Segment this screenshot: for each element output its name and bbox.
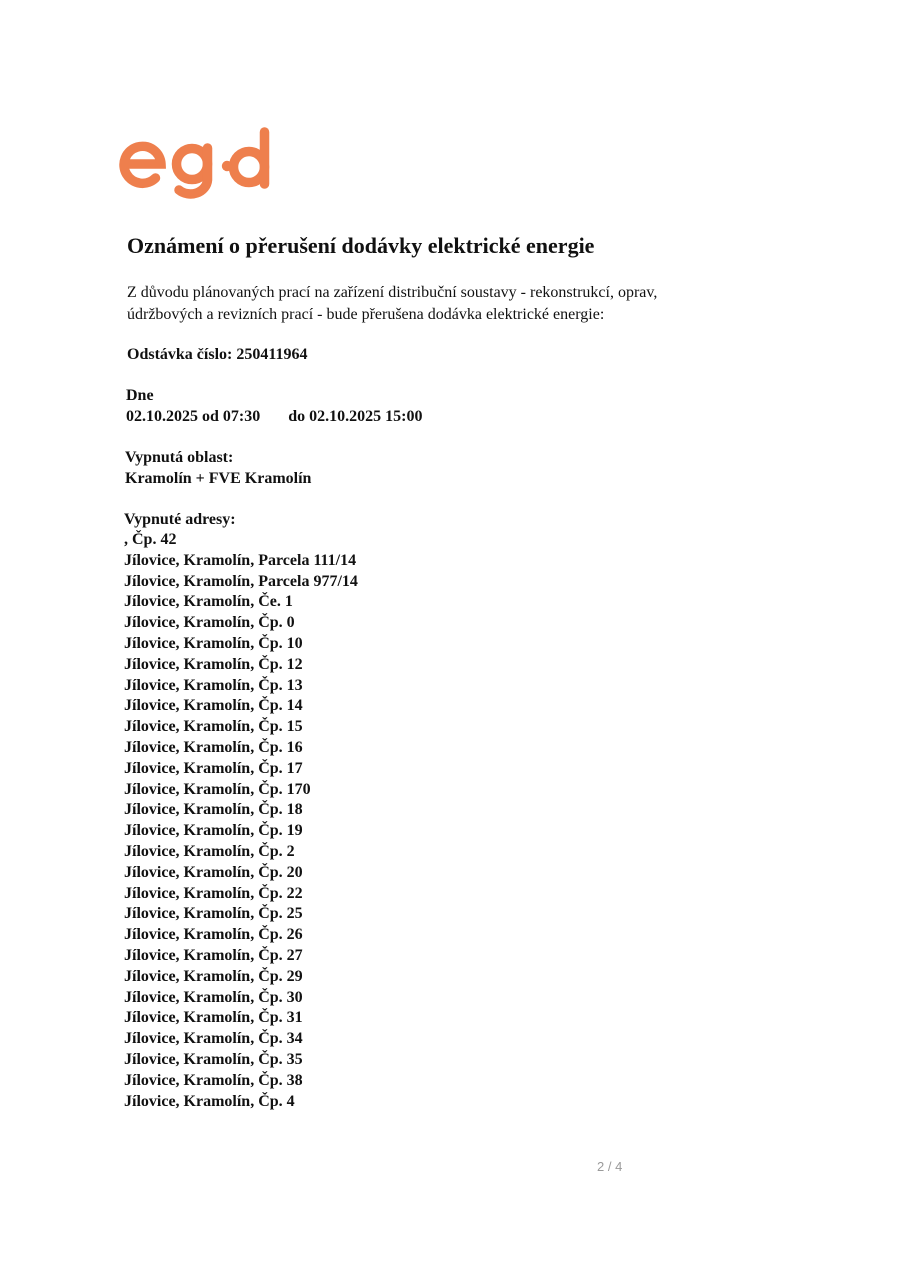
address-item: Jílovice, Kramolín, Čp. 12 bbox=[124, 655, 303, 673]
date-section bbox=[126, 385, 422, 427]
address-item: Jílovice, Kramolín, Če. 1 bbox=[124, 593, 293, 611]
outage-label: Odstávka číslo: bbox=[127, 346, 233, 363]
address-item: Jílovice, Kramolín, Čp. 22 bbox=[124, 884, 303, 902]
address-item: Jílovice, Kramolín, Parcela 977/14 bbox=[124, 572, 358, 590]
date-to: do 02.10.2025 15:00 bbox=[288, 408, 423, 425]
address-item: Jílovice, Kramolín, Čp. 0 bbox=[124, 614, 295, 632]
address-item: Jílovice, Kramolín, Čp. 4 bbox=[124, 1092, 295, 1110]
address-item: Jílovice, Kramolín, Čp. 26 bbox=[124, 926, 303, 944]
address-item: Jílovice, Kramolín, Čp. 13 bbox=[124, 676, 303, 694]
address-item: Jílovice, Kramolín, Čp. 34 bbox=[124, 1030, 303, 1048]
address-item: Jílovice, Kramolín, Čp. 25 bbox=[124, 905, 303, 923]
addresses-label: Vypnuté adresy: bbox=[124, 511, 236, 528]
date-range bbox=[126, 406, 422, 427]
outage-value: 250411964 bbox=[236, 346, 308, 363]
address-item: Jílovice, Kramolín, Čp. 2 bbox=[124, 842, 295, 860]
address-list bbox=[124, 530, 358, 1112]
date-label: Dne bbox=[126, 387, 154, 404]
area-section bbox=[125, 447, 311, 489]
address-item: Jílovice, Kramolín, Čp. 19 bbox=[124, 822, 303, 840]
date-from: 02.10.2025 od 07:30 bbox=[126, 408, 261, 425]
address-item: Jílovice, Kramolín, Čp. 170 bbox=[124, 780, 311, 798]
outage-number bbox=[127, 344, 307, 365]
address-item: Jílovice, Kramolín, Čp. 18 bbox=[124, 801, 303, 819]
egd-logo bbox=[118, 124, 278, 206]
address-section bbox=[124, 509, 358, 1112]
area-value: Kramolín + FVE Kramolín bbox=[125, 470, 312, 487]
address-item: Jílovice, Kramolín, Čp. 35 bbox=[124, 1050, 303, 1068]
page-indicator: 2 / 4 bbox=[597, 1159, 623, 1174]
address-item: Jílovice, Kramolín, Čp. 38 bbox=[124, 1071, 303, 1089]
address-item: Jílovice, Kramolín, Čp. 31 bbox=[124, 1009, 303, 1027]
address-item: Jílovice, Kramolín, Čp. 16 bbox=[124, 738, 303, 756]
page-title: Oznámení o přerušení dodávky elektrické energie bbox=[127, 233, 595, 258]
address-item: Jílovice, Kramolín, Čp. 14 bbox=[124, 697, 303, 715]
address-item: Jílovice, Kramolín, Čp. 27 bbox=[124, 946, 303, 964]
intro-text: Z důvodu plánovaných prací na zařízení distribuční soustavy - rekonstrukcí, oprav, údržbových a revizních prací - bude přerušena dodávka elektrické energie: bbox=[127, 284, 658, 323]
egd-logo-mark bbox=[118, 124, 278, 206]
address-item: Jílovice, Kramolín, Čp. 30 bbox=[124, 988, 303, 1006]
address-item: Jílovice, Kramolín, Čp. 17 bbox=[124, 759, 303, 777]
area-label: Vypnutá oblast: bbox=[125, 449, 234, 466]
address-item: , Čp. 42 bbox=[124, 531, 177, 548]
address-item: Jílovice, Kramolín, Čp. 10 bbox=[124, 634, 303, 652]
address-item: Jílovice, Kramolín, Parcela 111/14 bbox=[124, 551, 357, 569]
address-item: Jílovice, Kramolín, Čp. 29 bbox=[124, 967, 303, 985]
address-item: Jílovice, Kramolín, Čp. 15 bbox=[124, 718, 303, 736]
address-item: Jílovice, Kramolín, Čp. 20 bbox=[124, 863, 303, 881]
